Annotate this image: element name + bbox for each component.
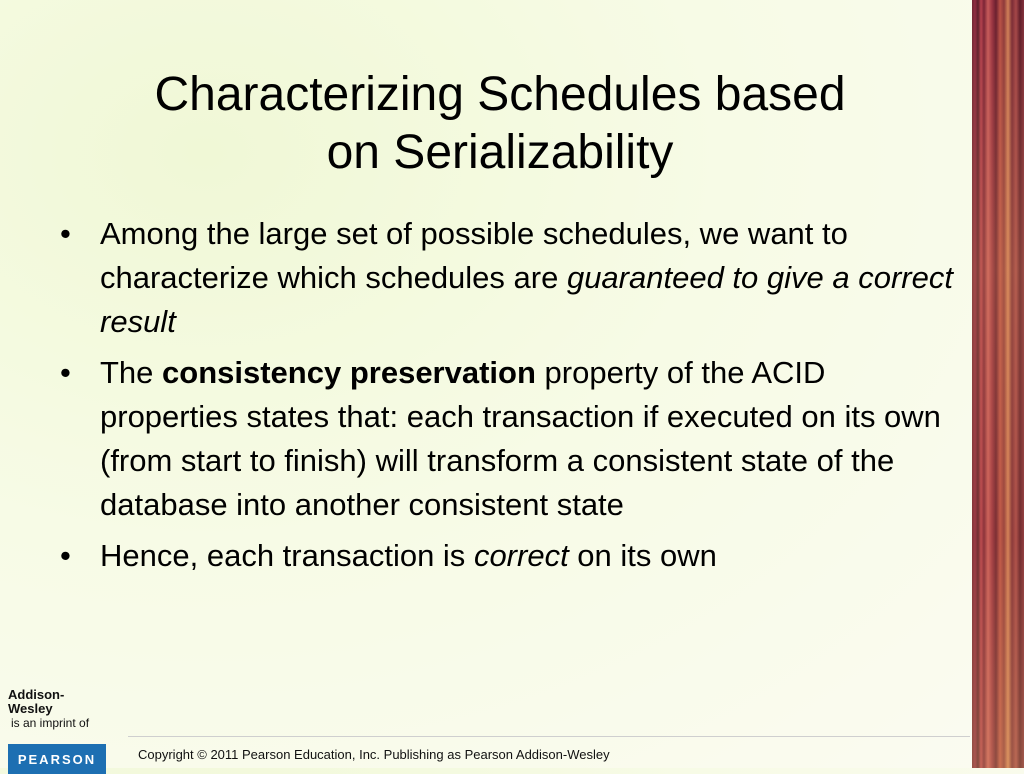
bullet-item-1 bbox=[56, 212, 966, 344]
bullet-2-text: The bbox=[100, 355, 163, 390]
bullet-2-strong: consistency preservation bbox=[162, 355, 536, 390]
bullet-list bbox=[56, 212, 966, 585]
bullet-3-emphasis: correct bbox=[473, 538, 569, 573]
footer-divider bbox=[128, 736, 970, 737]
title-line-1: Characterizing Schedules based bbox=[154, 68, 846, 122]
bullet-1-emphasis: guaranteed to give a correct result bbox=[100, 260, 953, 339]
bullet-dot: • bbox=[60, 355, 71, 390]
publisher-logo bbox=[8, 688, 108, 774]
bullet-3-text-end: on its own bbox=[568, 538, 717, 573]
bullet-1-text: Among the large set of possible schedules, we want to characterize which schedules are bbox=[100, 216, 848, 295]
imprint-text: is an imprint of bbox=[11, 716, 90, 730]
bullet-3-text: Hence, each transaction is bbox=[100, 538, 474, 573]
decorative-side-bar bbox=[972, 0, 1024, 768]
bullet-2-text-end: property of the ACID properties states that: each transaction if executed on its own (from start to finish) will transform a consistent state of the database into another consistent state bbox=[100, 355, 941, 522]
pearson-logo: PEARSON bbox=[8, 744, 106, 774]
bullet-item-3 bbox=[56, 534, 966, 578]
title-line-2: on Serializability bbox=[326, 126, 674, 180]
bullet-item-2 bbox=[56, 351, 966, 527]
addison-wesley-logo: Addison-Wesley bbox=[8, 687, 65, 716]
slide-title bbox=[40, 66, 960, 182]
bullet-dot: • bbox=[60, 216, 71, 251]
bullet-dot: • bbox=[60, 538, 71, 573]
copyright-text: Copyright © 2011 Pearson Education, Inc. Publishing as Pearson Addison-Wesley bbox=[138, 747, 610, 762]
